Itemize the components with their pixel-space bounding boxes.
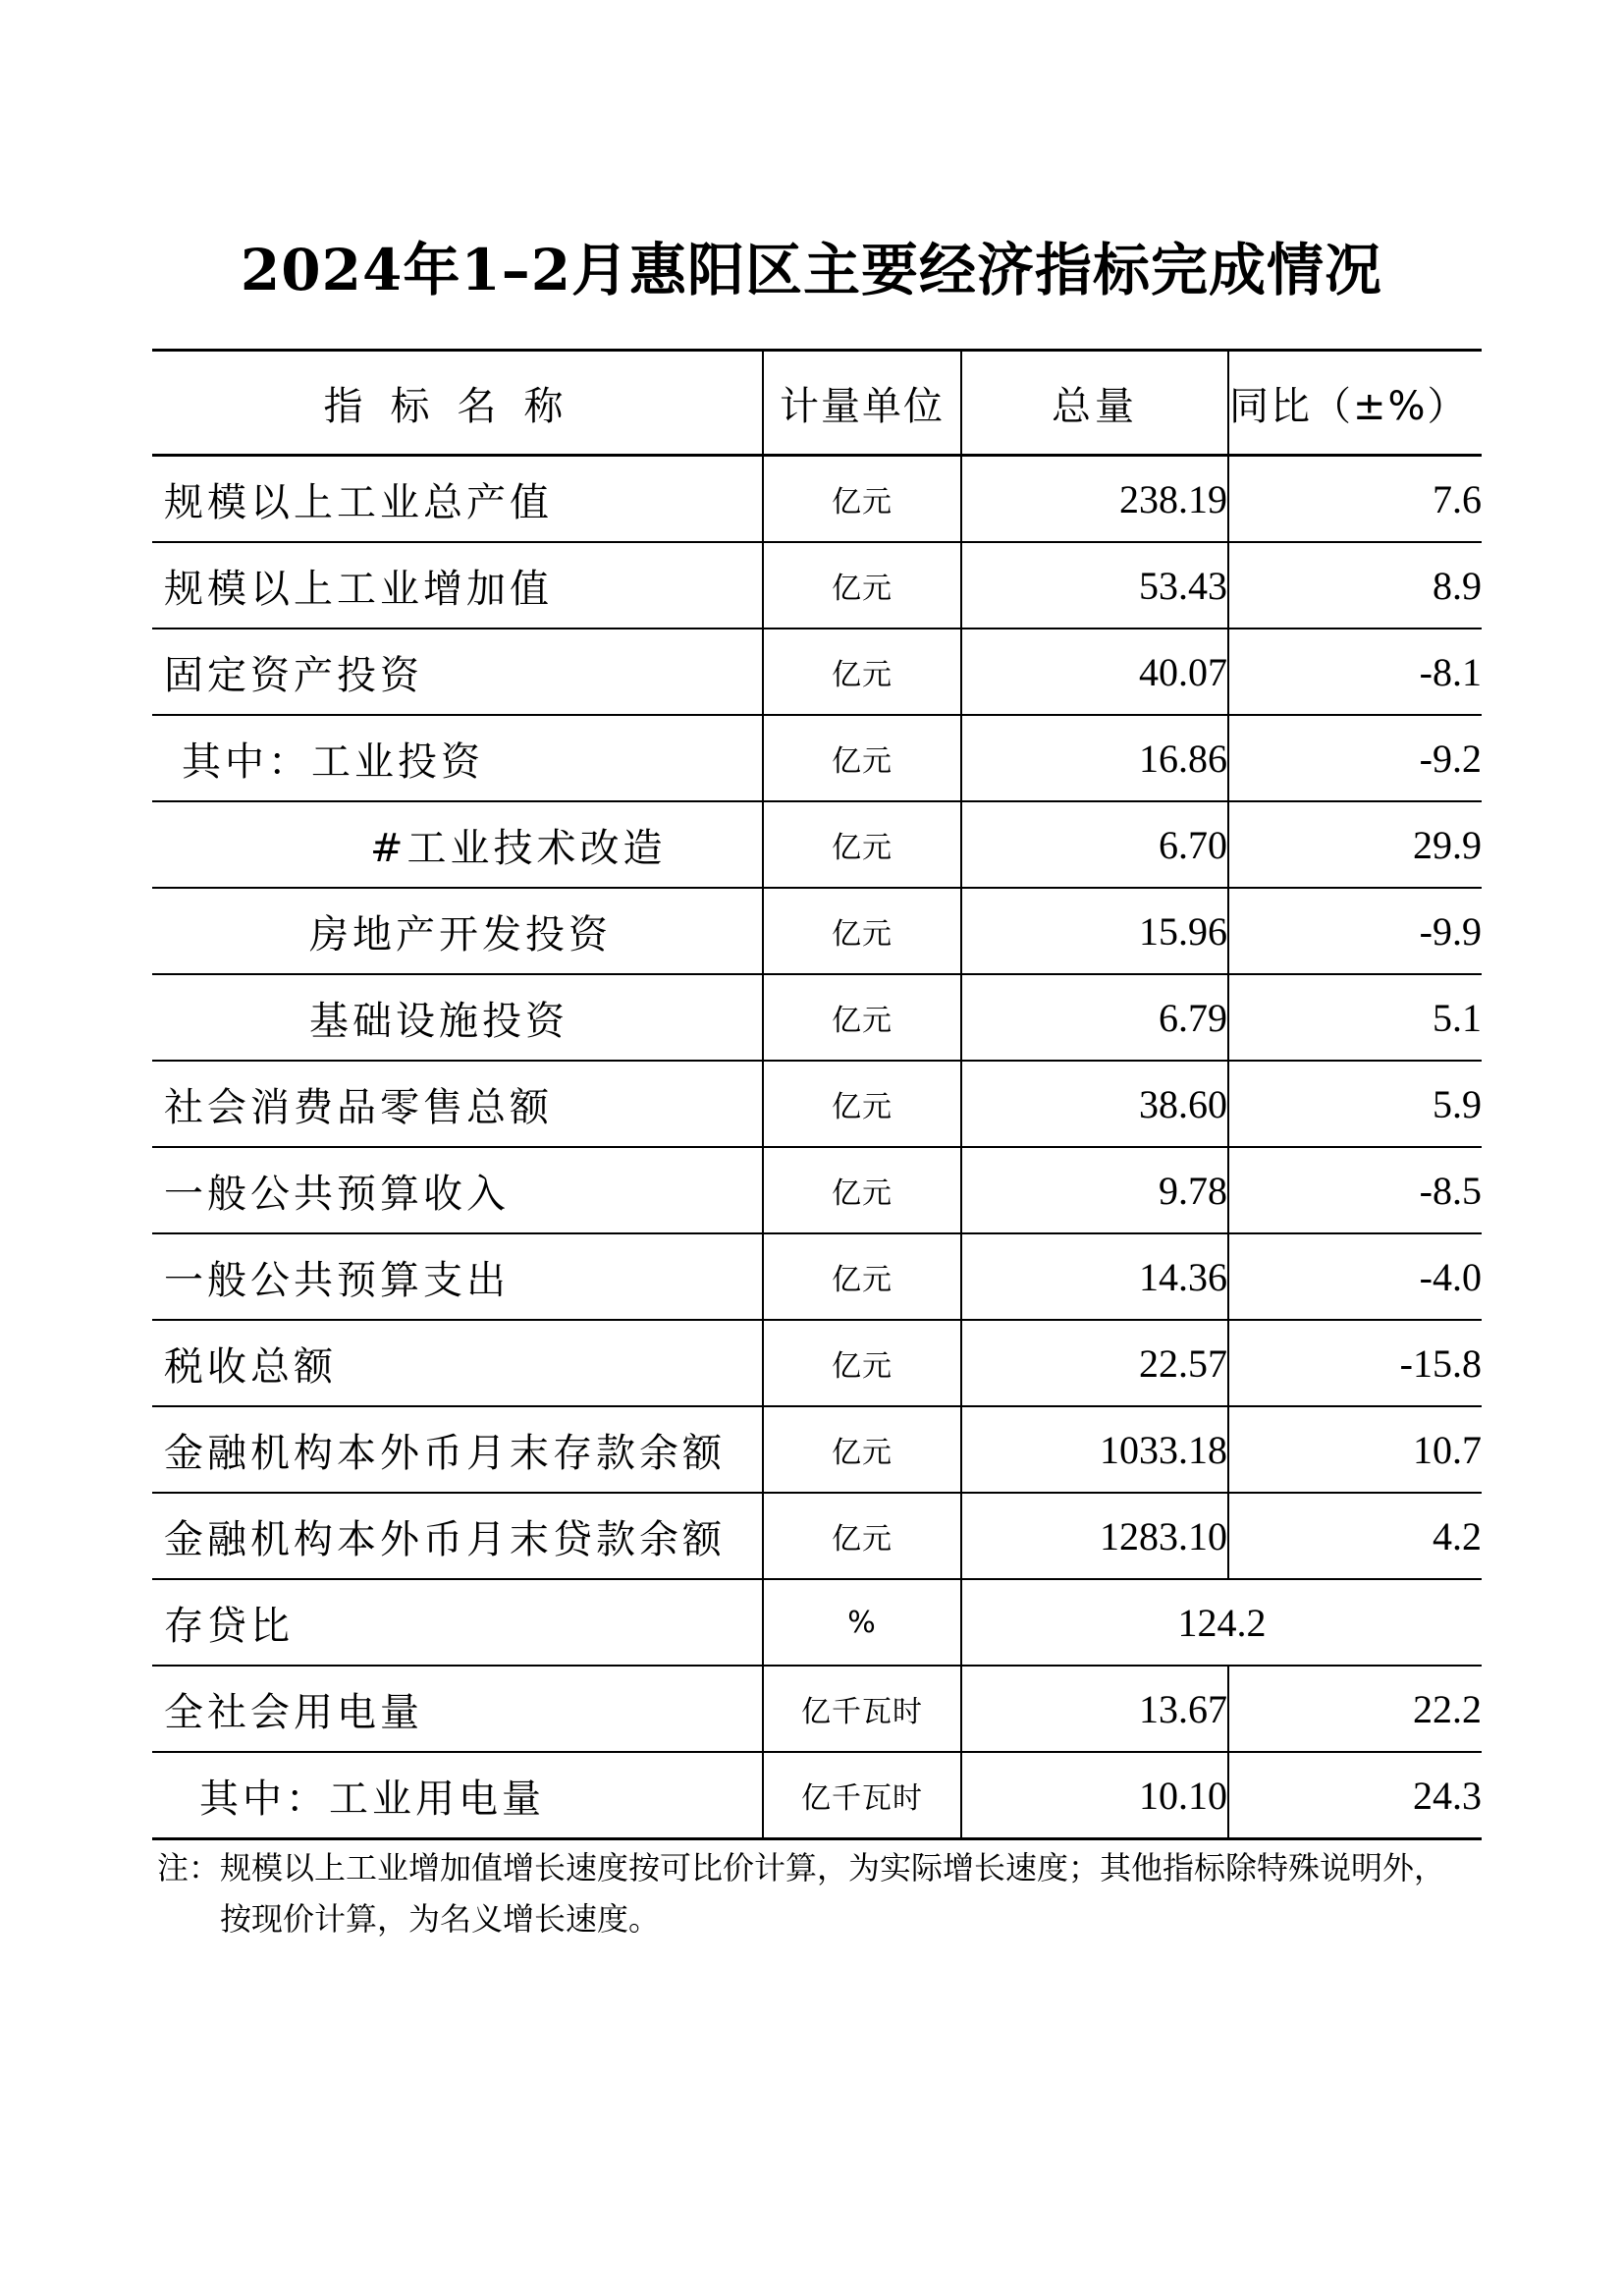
row-unit: 亿元: [763, 715, 961, 801]
row-yoy: 29.9: [1228, 801, 1482, 888]
row-total: 1033.18: [961, 1406, 1228, 1493]
row-yoy: -4.0: [1228, 1233, 1482, 1320]
table-header-row: [152, 351, 1482, 456]
row-total: 16.86: [961, 715, 1228, 801]
row-name: 一般公共预算支出: [152, 1233, 763, 1320]
footnote: [157, 1842, 1492, 1944]
row-yoy: 24.3: [1228, 1752, 1482, 1839]
table-row: [152, 542, 1482, 629]
row-unit: %: [763, 1579, 961, 1666]
table-row: [152, 456, 1482, 543]
row-name: 存贷比: [152, 1579, 763, 1666]
row-unit: 亿元: [763, 1061, 961, 1147]
row-total: 53.43: [961, 542, 1228, 629]
row-unit: 亿元: [763, 1406, 961, 1493]
row-name: 房地产开发投资: [152, 888, 763, 974]
row-name: 其中：工业用电量: [152, 1752, 763, 1839]
row-unit: 亿元: [763, 1233, 961, 1320]
row-yoy: 22.2: [1228, 1666, 1482, 1752]
row-name: 社会消费品零售总额: [152, 1061, 763, 1147]
table-row: [152, 801, 1482, 888]
row-yoy: -9.9: [1228, 888, 1482, 974]
header-unit: 计量单位: [763, 351, 961, 456]
table-row: [152, 715, 1482, 801]
table-row: [152, 974, 1482, 1061]
row-yoy: 10.7: [1228, 1406, 1482, 1493]
row-yoy: 5.9: [1228, 1061, 1482, 1147]
row-name: 规模以上工业增加值: [152, 542, 763, 629]
row-unit: 亿元: [763, 1493, 961, 1579]
row-yoy: 7.6: [1228, 456, 1482, 543]
row-total: 14.36: [961, 1233, 1228, 1320]
row-name: 一般公共预算收入: [152, 1147, 763, 1233]
row-unit: 亿元: [763, 1320, 961, 1406]
row-yoy: 5.1: [1228, 974, 1482, 1061]
row-total: 6.79: [961, 974, 1228, 1061]
table-row: [152, 888, 1482, 974]
table-row: [152, 1579, 1482, 1666]
footnote-line-2: 按现价计算，为名义增长速度。: [220, 1900, 661, 1938]
row-unit: 亿元: [763, 629, 961, 715]
table-row: [152, 1406, 1482, 1493]
table-row: [152, 629, 1482, 715]
row-name: 基础设施投资: [152, 974, 763, 1061]
table-row: [152, 1147, 1482, 1233]
table-row: [152, 1493, 1482, 1579]
row-total: 15.96: [961, 888, 1228, 974]
page-title: 2024年1–2月惠阳区主要经济指标完成情况: [240, 237, 1383, 303]
row-yoy: -8.1: [1228, 629, 1482, 715]
row-total-merged: 124.2: [961, 1579, 1482, 1666]
row-unit: 亿千瓦时: [763, 1752, 961, 1839]
indicators-table: [152, 349, 1482, 1840]
row-name: #工业技术改造: [152, 801, 763, 888]
header-indicator-name: 指标名称: [152, 351, 763, 456]
row-name: 其中：工业投资: [152, 715, 763, 801]
row-total: 6.70: [961, 801, 1228, 888]
row-unit: 亿元: [763, 456, 961, 543]
row-unit: 亿元: [763, 974, 961, 1061]
row-total: 13.67: [961, 1666, 1228, 1752]
row-name: 固定资产投资: [152, 629, 763, 715]
row-total: 40.07: [961, 629, 1228, 715]
row-unit: 亿元: [763, 888, 961, 974]
table-row: [152, 1666, 1482, 1752]
row-yoy: -15.8: [1228, 1320, 1482, 1406]
header-yoy: 同比（±%）: [1228, 351, 1482, 456]
row-unit: 亿元: [763, 1147, 961, 1233]
table-row: [152, 1233, 1482, 1320]
row-total: 22.57: [961, 1320, 1228, 1406]
row-name: 金融机构本外币月末存款余额: [152, 1406, 763, 1493]
row-name: 全社会用电量: [152, 1666, 763, 1752]
row-unit: 亿元: [763, 801, 961, 888]
row-total: 10.10: [961, 1752, 1228, 1839]
row-name: 税收总额: [152, 1320, 763, 1406]
row-total: 238.19: [961, 456, 1228, 543]
row-yoy: 8.9: [1228, 542, 1482, 629]
header-total: 总量: [961, 351, 1228, 456]
row-total: 9.78: [961, 1147, 1228, 1233]
table-row: [152, 1320, 1482, 1406]
table-row: [152, 1061, 1482, 1147]
row-yoy: -9.2: [1228, 715, 1482, 801]
row-total: 1283.10: [961, 1493, 1228, 1579]
row-total: 38.60: [961, 1061, 1228, 1147]
row-unit: 亿千瓦时: [763, 1666, 961, 1752]
footnote-line-1: 注：规模以上工业增加值增长速度按可比价计算，为实际增长速度；其他指标除特殊说明外，: [157, 1849, 1446, 1886]
table-row: [152, 1752, 1482, 1839]
row-yoy: 4.2: [1228, 1493, 1482, 1579]
row-name: 规模以上工业总产值: [152, 456, 763, 543]
row-unit: 亿元: [763, 542, 961, 629]
row-yoy: -8.5: [1228, 1147, 1482, 1233]
row-name: 金融机构本外币月末贷款余额: [152, 1493, 763, 1579]
